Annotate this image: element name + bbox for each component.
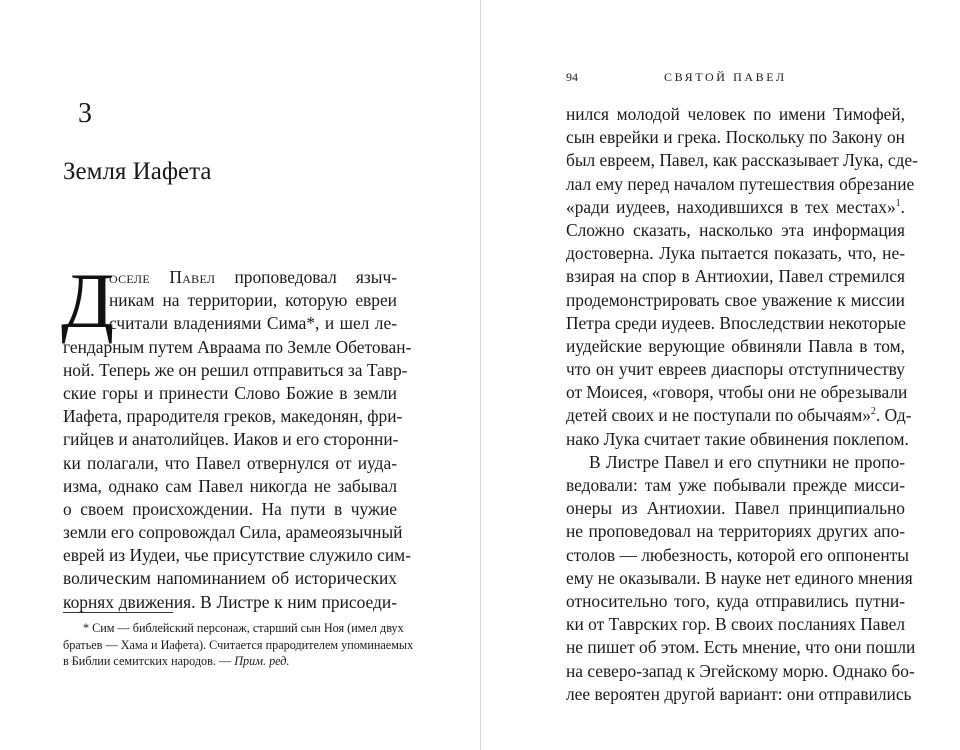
text-line: гийцев и анатолийцев. Иаков и его сторонни-	[63, 429, 399, 450]
note-ref: 2	[870, 406, 876, 418]
text-line: нился молодой человек по имени Тимофей,	[566, 104, 905, 124]
text-line: ведовали: там уже побывали прежде мисси-	[566, 475, 905, 495]
text-line: Иафета, прародителя греков, македонян, фри-	[63, 406, 403, 427]
text-line: о своем происхождении. На пути в чужие	[63, 498, 397, 519]
text-line: достоверна. Лука пытается показать, что, не-	[566, 243, 905, 264]
page-number: 94	[566, 70, 578, 84]
text-line: что он учит евреев диаспоры отступничеству	[566, 359, 905, 380]
text-line: нако Лука считает такие обвинения поклепом.	[566, 428, 909, 449]
text-line: относительно того, куда отправились путни-	[566, 590, 905, 611]
text-line: Петра среди иудеев. Впоследствии некоторые	[566, 312, 906, 333]
text-line: лал ему перед началом путешествия обрезание	[566, 173, 915, 194]
text-line: онеры из Антиохии. Павел принципиально	[566, 498, 905, 519]
text-line: корнях движения. В Листре к ним присоеди-	[63, 591, 397, 612]
running-title: СВЯТОЙ ПАВЕЛ	[664, 70, 787, 84]
text-line: еврей из Иудеи, чье присутствие служило сим-	[63, 545, 411, 566]
text-line: земли его сопровождал Сила, арамеоязычный	[63, 522, 403, 543]
text-line: продемонстрировать свое уважение к миссии	[566, 289, 905, 310]
text-line: не пишет об этом. Есть мнение, что они пошли	[566, 637, 916, 658]
right-body-text	[566, 103, 918, 706]
text-line: ной. Теперь же он решил отправиться за Тавр-	[63, 359, 408, 380]
left-body-text	[63, 266, 412, 614]
text-line: оселе Павел проповедовал языч-	[109, 267, 397, 287]
footnote-divider	[63, 612, 173, 613]
footnote-line: в Библии семитских народов. — Прим. ред.	[63, 654, 290, 668]
text-line: считали владениями Сима*, и шел ле-	[109, 313, 397, 334]
footnote	[63, 620, 414, 670]
text-line: был евреем, Павел, как рассказывает Лука, сде-	[566, 150, 918, 171]
chapter-title: Земля Иафета	[63, 158, 212, 185]
right-page	[481, 0, 960, 750]
text-line: ки полагали, что Павел отвернулся от иуда-	[63, 452, 397, 473]
text-line: изма, однако сам Павел никогда не забывал	[63, 475, 397, 496]
note-ref: 1	[895, 197, 901, 209]
text-line: лее вероятен другой вариант: они отправились	[566, 683, 912, 704]
opening-smallcaps: оселе Павел	[109, 267, 216, 287]
text-line: не проповедовал на территориях других апо-	[566, 521, 905, 542]
text-line: В Листре Павел и его спутники не пропо-	[589, 451, 905, 472]
text-line: от Моисея, «говоря, чтобы они не обрезывали	[566, 382, 908, 403]
text-line: иудейские верующие обвиняли Павла в том,	[566, 335, 905, 356]
text-line: на северо-запад к Эгейскому морю. Однако бо-	[566, 660, 915, 681]
chapter-number: 3	[78, 98, 92, 129]
editor-note: Прим. ред.	[234, 654, 290, 668]
text-line: ки от Таврских гор. В своих посланиях Павел	[566, 614, 905, 635]
footnote-line: * Сим — библейский персонаж, старший сын Ноя (имел двух	[83, 621, 404, 635]
text-line: взирая на спор в Антиохии, Павел стремился	[566, 266, 905, 287]
text-line: «ради иудеев, находившихся в тех местах»$^1$.	[566, 196, 905, 217]
text-line: никам на территории, которую евреи	[109, 290, 397, 311]
text-line: сын еврейки и грека. Поскольку по Закону он	[566, 127, 905, 148]
text-line: ские горы и принести Слово Божие в земли	[63, 382, 397, 403]
text-line: волическим напоминанием об исторических	[63, 568, 397, 589]
drop-cap: Д	[61, 257, 115, 344]
footnote-line: братьев — Хама и Иафета). Считается прародителем упоминаемых	[63, 637, 414, 652]
text-line: ему не оказывали. В науке нет единого мнения	[566, 567, 913, 588]
text-line: гендарным путем Авраама по Земле Обетован-	[63, 336, 412, 357]
text-line: столов — любезность, которой его оппоненты	[566, 544, 909, 565]
text-line: Сложно сказать, насколько эта информация	[566, 219, 905, 240]
text-line: детей своих и не поступали по обычаям»$^2$. Од-	[566, 405, 912, 426]
